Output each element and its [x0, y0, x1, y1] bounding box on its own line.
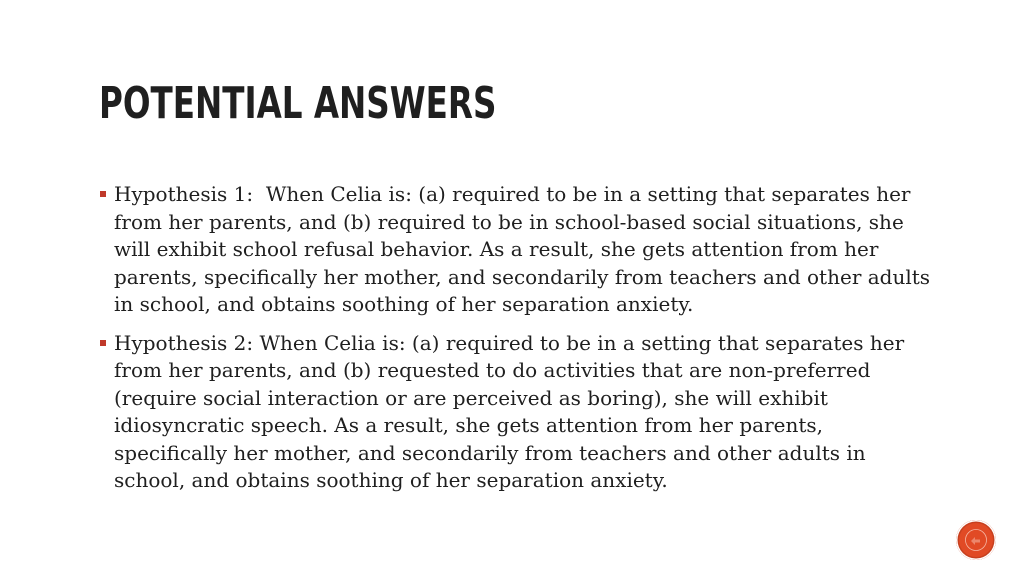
slide-navigation-icon	[964, 528, 988, 552]
hypothesis-text: When Celia is: (a) required to be in a setting that separates her from her parents, and (b) requested to do activities that are non-preferred (require social interaction or are perceived as boring), she will exhibit idiosyncratic speech. As a result, she gets attention from her parents, specifically her mother, and secondarily from teachers and other adults in school, and obtains soothing of her separation anxiety.	[114, 330, 905, 492]
bullet-list	[99, 181, 939, 506]
square-bullet-icon	[100, 191, 106, 197]
hypothesis-text: When Celia is: (a) required to be in a setting that separates her from her parents, and (b) required to be in school-based social situations, she will exhibit school refusal behavior. As a result, she gets attention from her parents, specifically her mother, and secondarily from teachers and other adults in school, and obtains soothing of her separation anxiety.	[114, 182, 931, 316]
slide-navigation-button[interactable]	[956, 520, 996, 560]
square-bullet-icon	[100, 340, 106, 346]
hypothesis-label: Hypothesis 1:	[114, 182, 254, 206]
slide-title: POTENTIAL ANSWERS	[99, 78, 497, 129]
bullet-item-hypothesis-2	[99, 330, 939, 495]
hypothesis-label: Hypothesis 2:	[114, 330, 254, 355]
bullet-item-hypothesis-1	[99, 181, 939, 319]
